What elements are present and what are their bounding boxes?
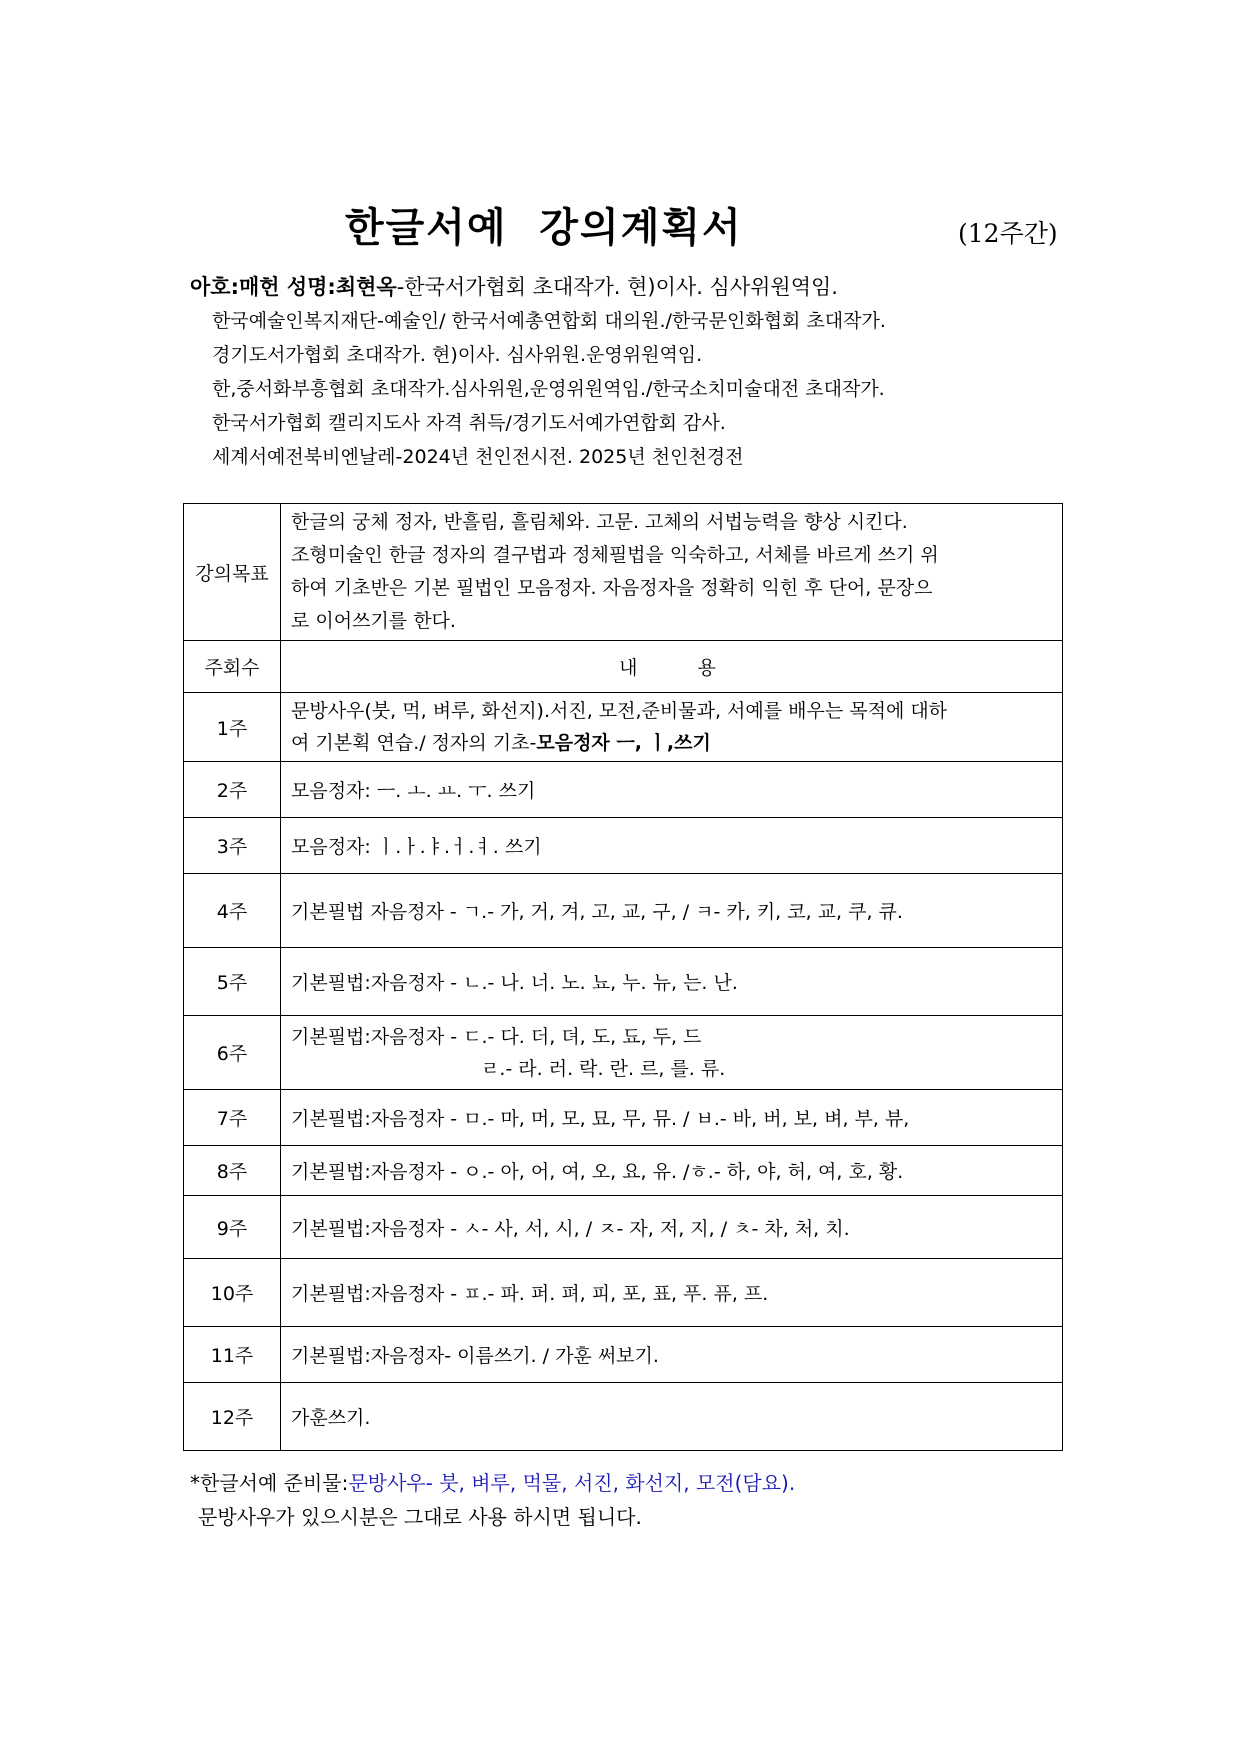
week-label: 1주	[184, 693, 281, 762]
week-label: 8주	[184, 1146, 281, 1196]
week-row	[184, 818, 1063, 874]
bio-first-line	[190, 270, 886, 304]
instructor-bio	[190, 270, 886, 474]
week-label: 11주	[184, 1327, 281, 1383]
materials-prefix: *한글서예 준비물:	[190, 1471, 349, 1495]
week-content: 기본필법:자음정자 - ㅁ.- 마, 머, 모, 묘, 무, 뮤. / ㅂ.- 바, 버, 보, 벼, 부, 뷰,	[281, 1090, 1063, 1146]
week-content: 기본필법:자음정자 - ㄴ.- 나. 너. 노. 뇨, 누. 뉴, 는. 난.	[281, 948, 1063, 1016]
week-content-bold: 모음정자 ㅡ, ㅣ,쓰기	[536, 732, 711, 754]
goal-label: 강의목표	[184, 504, 281, 641]
week-label: 10주	[184, 1259, 281, 1327]
bio-line: 한,중서화부흥협회 초대작가.심사위원,운영위원역임./한국소치미술대전 초대작가.	[212, 378, 885, 400]
week-label: 6주	[184, 1016, 281, 1090]
bio-line: 한국서가협회 캘리지도사 자격 취득/경기도서예가연합회 감사.	[212, 412, 726, 434]
week-row	[184, 1259, 1063, 1327]
week-content: 가훈쓰기.	[281, 1383, 1063, 1451]
column-header-content: 내용	[281, 641, 1063, 693]
bio-first-line-rest: -한국서가협회 초대작가. 현)이사. 심사위원역임.	[396, 275, 838, 299]
week-label: 3주	[184, 818, 281, 874]
materials-line	[190, 1466, 795, 1500]
week-content	[281, 1016, 1063, 1090]
week-row	[184, 1383, 1063, 1451]
week-row	[184, 1327, 1063, 1383]
week-row	[184, 948, 1063, 1016]
week-content: 모음정자: ㅡ. ㅗ. ㅛ. ㅜ. 쓰기	[281, 762, 1063, 818]
lesson-plan-table	[183, 503, 1063, 1451]
week-row	[184, 874, 1063, 948]
page-title: 한글서예 강의계획서	[345, 204, 743, 251]
week-content-line: ㄹ.- 라. 러. 락. 란. 르, 를. 류.	[481, 1057, 726, 1080]
materials-second-line: 문방사우가 있으시분은 그대로 사용 하시면 됩니다.	[198, 1505, 642, 1529]
week-content: 기본필법 자음정자 - ㄱ.- 가, 거, 겨, 고, 교, 구, / ㅋ- 카, 키, 코, 교, 쿠, 큐.	[281, 874, 1063, 948]
week-row	[184, 1090, 1063, 1146]
week-content-line	[291, 727, 1054, 759]
week-content: 모음정자: ㅣ.ㅏ.ㅑ.ㅓ.ㅕ. 쓰기	[281, 818, 1063, 874]
instructor-name: 아호:매헌 성명:최현옥	[190, 275, 397, 299]
week-row	[184, 1016, 1063, 1090]
goal-line: 한글의 궁체 정자, 반흘림, 흘림체와. 고문. 고체의 서법능력을 향상 시킨다.	[291, 511, 908, 533]
week-label: 7주	[184, 1090, 281, 1146]
bio-line: 경기도서가협회 초대작가. 현)이사. 심사위원.운영위원역임.	[212, 344, 703, 366]
bio-line: 한국예술인복지재단-예술인/ 한국서예총연합회 대의원./한국문인화협회 초대작가.	[212, 310, 886, 332]
week-label: 9주	[184, 1196, 281, 1259]
goal-content	[281, 504, 1063, 641]
week-label: 4주	[184, 874, 281, 948]
week-row	[184, 1146, 1063, 1196]
week-row	[184, 1196, 1063, 1259]
week-content: 기본필법:자음정자 - ㅍ.- 파. 퍼. 펴, 피, 포, 표, 푸. 퓨, 프.	[281, 1259, 1063, 1327]
week-content-plain: 여 기본획 연습./ 정자의 기초-	[291, 732, 537, 754]
materials-list: 문방사우- 붓, 벼루, 먹물, 서진, 화선지, 모전(담요).	[348, 1471, 796, 1495]
goal-line: 조형미술인 한글 정자의 결구법과 정체필법을 익숙하고, 서체를 바르게 쓰기 위	[291, 544, 939, 566]
header-row	[184, 641, 1063, 693]
week-label: 12주	[184, 1383, 281, 1451]
goal-row	[184, 504, 1063, 641]
course-period: (12주간)	[958, 219, 1058, 248]
goal-line: 하여 기초반은 기본 필법인 모음정자. 자음정자을 정확히 익힌 후 단어, 문장으	[291, 577, 933, 599]
week-content: 기본필법:자음정자- 이름쓰기. / 가훈 써보기.	[281, 1327, 1063, 1383]
week-label: 5주	[184, 948, 281, 1016]
week-label: 2주	[184, 762, 281, 818]
bio-line: 세계서예전북비엔날레-2024년 천인전시전. 2025년 천인천경전	[212, 446, 744, 468]
week-row	[184, 693, 1063, 762]
week-content-line: 문방사우(붓, 먹, 벼루, 화선지).서진, 모전,준비물과, 서예를 배우는 목적에 대하	[291, 700, 948, 722]
column-header-week: 주회수	[184, 641, 281, 693]
week-content	[281, 693, 1063, 762]
week-content-line: 기본필법:자음정자 - ㄷ.- 다. 더, 뎌, 도, 됴, 두, 드	[291, 1025, 702, 1048]
materials-note	[190, 1466, 795, 1534]
week-content: 기본필법:자음정자 - ㅇ.- 아, 어, 여, 오, 요, 유. /ㅎ.- 하, 야, 허, 여, 호, 황.	[281, 1146, 1063, 1196]
week-content: 기본필법:자음정자 - ㅅ- 사, 서, 시, / ㅈ- 자, 저, 지, / ㅊ- 차, 처, 치.	[281, 1196, 1063, 1259]
goal-line: 로 이어쓰기를 한다.	[291, 610, 456, 632]
week-row	[184, 762, 1063, 818]
